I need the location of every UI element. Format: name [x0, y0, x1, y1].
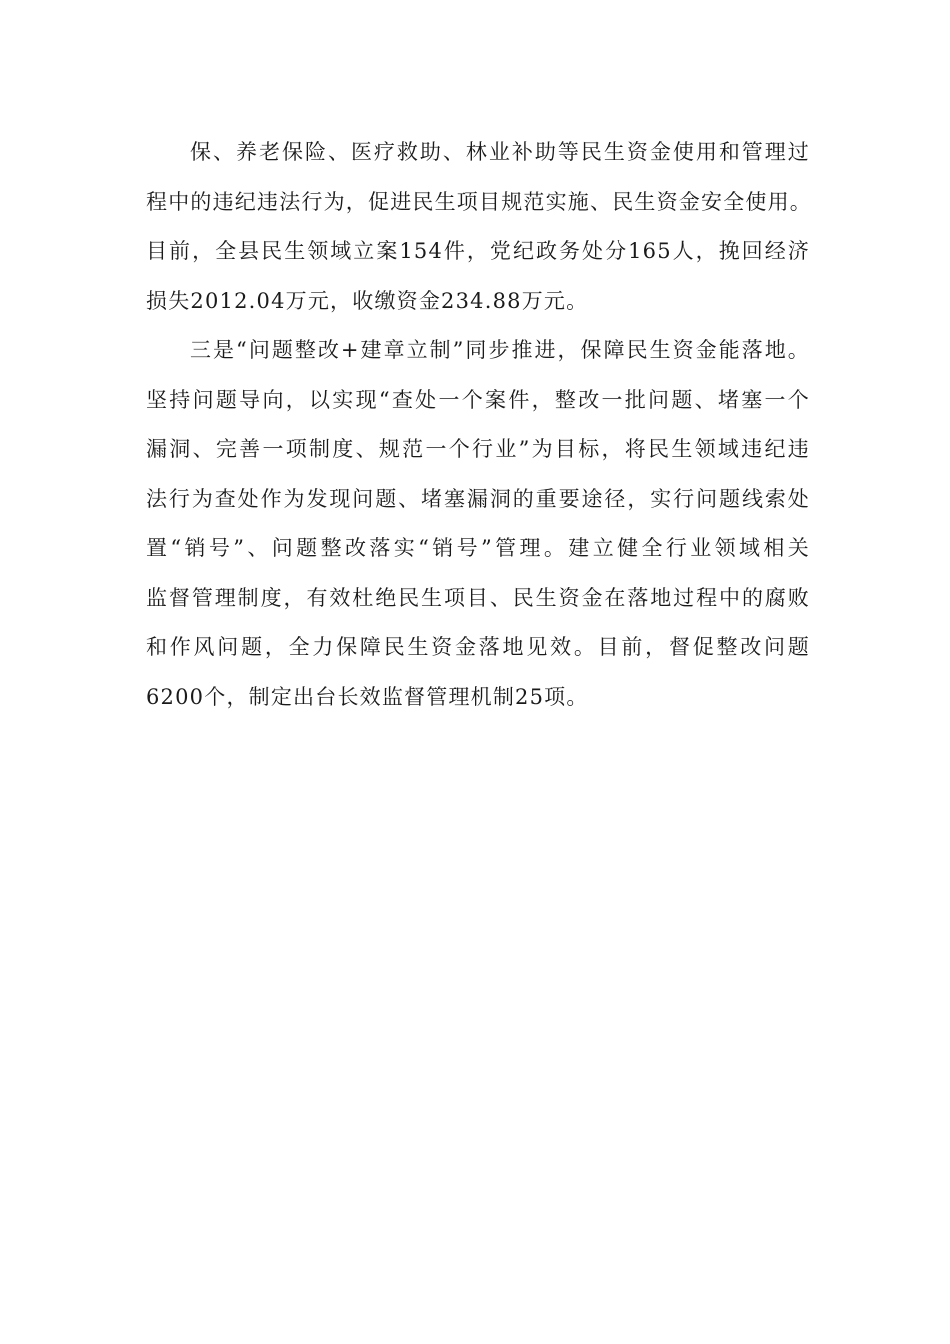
paragraph-1-line-1: 保、养老保险、医疗救助、林业补助等民生资金使用和管理过 — [190, 140, 810, 164]
paragraph-1-line-4: 损失2012.04万元，收缴资金234.88万元。 — [146, 288, 589, 313]
paragraph-1-line-3: 目前，全县民生领域立案154件，党纪政务处分165人，挽回经济 — [146, 239, 810, 263]
paragraph-2-line-3: 漏洞、完善一项制度、规范一个行业”为目标，将民生领域违纪违 — [146, 437, 810, 461]
paragraph-2-line-7: 和作风问题，全力保障民生资金落地见效。目前，督促整改问题 — [146, 635, 810, 659]
paragraph-2-line-5: 置“销号”、问题整改落实“销号”管理。建立健全行业领域相关 — [146, 536, 810, 560]
paragraph-1-line-2: 程中的违纪违法行为，促进民生项目规范实施、民生资金安全使用。 — [146, 189, 812, 214]
document-body — [146, 133, 810, 727]
paragraph-2-line-6: 监督管理制度，有效杜绝民生项目、民生资金在落地过程中的腐败 — [146, 585, 810, 610]
paragraph-2-line-4: 法行为查处作为发现问题、堵塞漏洞的重要途径，实行问题线索处 — [146, 486, 810, 511]
paragraph-2-line-1: 三是“问题整改+建章立制”同步推进，保障民生资金能落地。 — [190, 338, 810, 362]
paragraph-2-line-2: 坚持问题导向，以实现“查处一个案件，整改一批问题、堵塞一个 — [146, 387, 810, 412]
paragraph-2-line-8: 6200个，制定出台长效监督管理机制25项。 — [146, 684, 589, 709]
